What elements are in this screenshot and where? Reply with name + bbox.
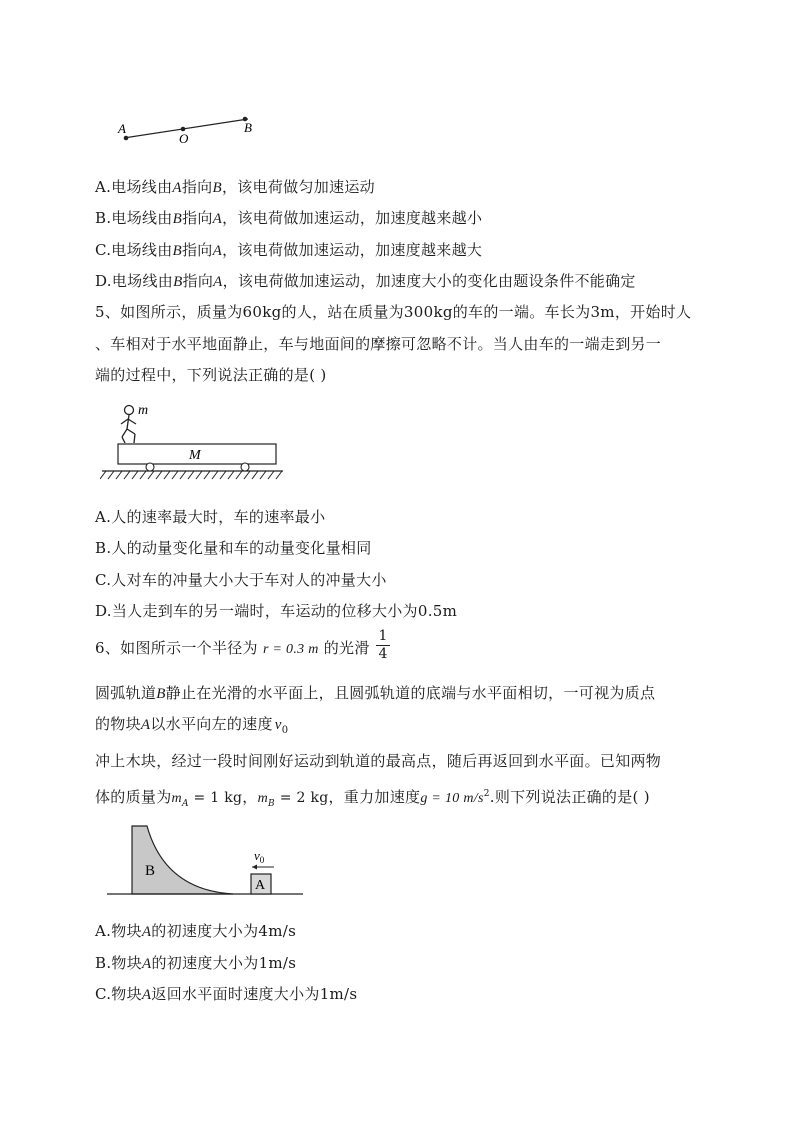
q6-option-b: B.物块A的初速度大小为1m/s <box>95 954 297 972</box>
cart-wheel-right <box>241 463 249 471</box>
q6-stem-line-3: 的物块A以水平向左的速度 $v_0$ <box>95 715 289 736</box>
q4-option-c: C.电场线由B指向A，该电荷做加速运动，加速度越来越大 <box>95 241 483 259</box>
label-block-a: A <box>255 878 266 893</box>
q4-option-a: A.电场线由A指向B，该电荷做匀加速运动 <box>95 178 375 196</box>
label-b: B <box>244 120 252 135</box>
cart-figure <box>100 400 290 485</box>
arrow-head-icon <box>252 865 257 870</box>
q5-stem-line-2: 、车相对于水平地面静止，车与地面间的摩擦可忽略不计。当人由车的一端走到另一 <box>95 335 662 353</box>
q6-stem-line-4: 冲上木块，经过一段时间刚好运动到轨道的最高点，随后再返回到水平面。已知两物 <box>95 752 662 770</box>
q5-option-b: B.人的动量变化量和车的动量变化量相同 <box>95 539 372 557</box>
cart-wheel-left <box>146 463 154 471</box>
q6-stem-line-5: 体的质量为$m_A = 1$ kg，$m_B = 2$ kg，重力加速度g = 10 $m/s^2$.则下列说法正确的是( ) <box>95 788 650 809</box>
q6-option-c: C.物块A返回水平面时速度大小为1m/s <box>95 985 358 1003</box>
q6-option-a: A.物块A的初速度大小为4m/s <box>95 922 297 940</box>
q6-stem-line-2: 圆弧轨道B静止在光滑的水平面上，且圆弧轨道的底端与水平面相切，一可视为质点 <box>95 684 656 702</box>
label-o: O <box>179 131 189 146</box>
q4-option-d: D.电场线由B指向A，该电荷做加速运动，加速度大小的变化由题设条件不能确定 <box>95 272 636 290</box>
q5-option-a: A.人的速率最大时，车的速率最小 <box>95 508 326 526</box>
label-a: A <box>118 121 126 136</box>
q5-option-c: C.人对车的冲量大小大于车对人的冲量大小 <box>95 571 387 589</box>
label-cart-mass: M <box>189 448 201 463</box>
fraction-quarter: 1 4 <box>376 628 390 663</box>
person-icon <box>121 406 136 444</box>
field-line-figure <box>110 110 280 150</box>
arc-track-b <box>132 826 233 894</box>
label-track-b: B <box>145 863 156 879</box>
q4-option-b: B.电场线由B指向A，该电荷做加速运动，加速度越来越小 <box>95 209 483 227</box>
ground-hatching <box>100 471 282 479</box>
label-person-mass: m <box>138 403 149 418</box>
q5-option-d: D.当人走到车的另一端时，车运动的位移大小为0.5m <box>95 602 458 620</box>
point-a <box>124 136 129 141</box>
q6-stem-line-1: 6、如图所示一个半径为 r = 0.3 m 的光滑 <box>95 639 370 657</box>
q5-stem-line-1: 5、如图所示，质量为60kg的人，站在质量为300kg的车的一端。车长为3m，开始时人 <box>95 303 692 321</box>
label-velocity: $v_0$ <box>254 848 265 865</box>
q5-stem-line-3: 端的过程中，下列说法正确的是( ) <box>95 366 327 384</box>
arc-track-figure <box>105 822 305 900</box>
